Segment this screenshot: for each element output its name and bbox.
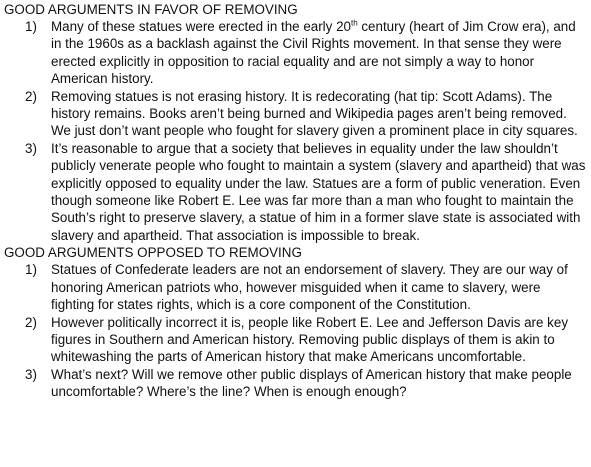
item-number: 1) — [25, 19, 37, 34]
list-item — [4, 314, 587, 366]
list-item — [4, 88, 587, 140]
item-text: It’s reasonable to argue that a society that believes in equality under the law shouldn’t publicly venerate people who fought to maintain a system (slavery and apartheid) that was explicitly opposed to equality under the law. Statues are a form of public veneration. Even though someone like Robert E. Lee was far more than a man who fought to maintain the South’s right to preserve slavery, a statue of him in a former slave state is associated with slavery and apartheid. That association is impossible to break. — [51, 140, 586, 243]
list-item — [4, 366, 587, 401]
item-text: Removing statues is not erasing history. It is redecorating (hat tip: Scott Adams). The history remains. Books aren’t being burned and Wikipedia pages aren’t being removed. We just don’t want people who fought for slavery given a prominent place in city squares. — [51, 88, 578, 139]
item-text: What’s next? Will we remove other public displays of American history that make people uncomfortable? Where’s the line? When is enough enough? — [51, 366, 572, 400]
ordinal-suffix: th — [350, 18, 358, 28]
item-text-part: Many of these statues were erected in the early 20 — [51, 19, 351, 34]
item-text: Statues of Confederate leaders are not an endorsement of slavery. They are our way of honoring American patriots who, however misguided when it came to slavery, were fighting for states rights, which is a core component of the Constitution. — [51, 262, 568, 313]
opposed-list — [4, 261, 587, 400]
section-heading-opposed: GOOD ARGUMENTS OPPOSED TO REMOVING — [4, 245, 302, 261]
list-item — [4, 140, 587, 244]
item-number: 1) — [25, 262, 37, 278]
item-text: However politically incorrect it is, people like Robert E. Lee and Jefferson Davis are key figures in Southern and American history. Removing public displays of them is akin to whitewashing the parts of American history that make Americans uncomfortable. — [51, 314, 569, 365]
item-number: 3) — [25, 366, 37, 382]
item-number: 2) — [25, 314, 37, 330]
list-item — [4, 18, 587, 88]
item-number: 3) — [25, 140, 37, 156]
list-item — [4, 261, 587, 313]
section-heading-favor: GOOD ARGUMENTS IN FAVOR OF REMOVING — [4, 2, 298, 17]
item-text-part: century (heart of Jim Crow era), and in the 1960s as a backlash against the Civil Rights movement. In that sense they were erected explicitly in opposition to racial equality and are not simply a way to honor American history. — [51, 19, 576, 87]
item-number: 2) — [25, 88, 37, 104]
favor-list — [4, 18, 587, 244]
